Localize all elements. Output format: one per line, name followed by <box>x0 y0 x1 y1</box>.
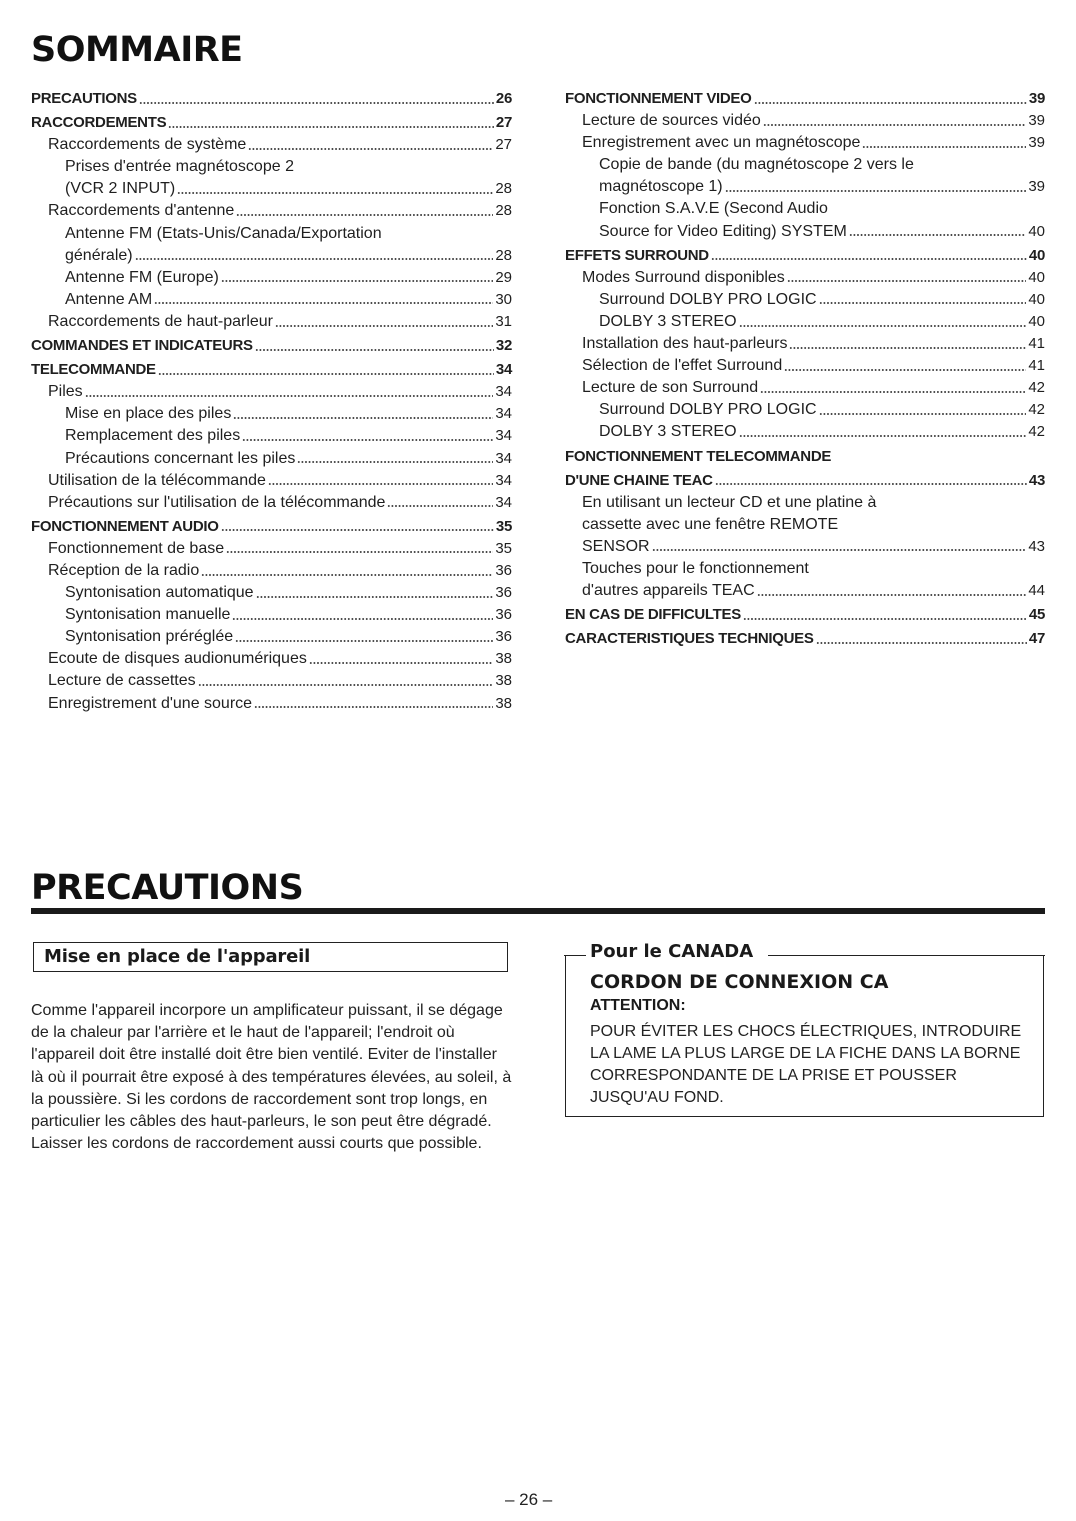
toc-leader-dots <box>760 389 1026 394</box>
toc-entry: FONCTIONNEMENT TELECOMMANDE <box>565 447 832 465</box>
toc-leader-dots <box>715 482 1027 487</box>
toc-entry-label: Syntonisation automatique <box>65 584 254 602</box>
toc-entry-label: d'autres appareils TEAC <box>582 582 755 600</box>
toc-page-number: 40 <box>1028 268 1045 286</box>
toc-leader-dots <box>754 100 1027 105</box>
toc-entry <box>565 110 1045 132</box>
toc-entry-label: Précautions concernant les piles <box>65 449 296 467</box>
toc-leader-dots <box>711 257 1027 262</box>
page-title: SOMMAIRE <box>31 30 243 70</box>
toc-page-number: 42 <box>1028 379 1045 397</box>
toc-entry-label: TELECOMMANDE <box>31 361 156 379</box>
toc-entry-label: Ecoute de disques audionumériques <box>48 650 307 668</box>
toc-entry: Fonction S.A.V.E (Second Audio <box>599 200 828 218</box>
toc-page-number: 42 <box>1028 423 1045 441</box>
section-title: PRECAUTIONS <box>31 868 304 908</box>
toc-entry <box>31 335 512 357</box>
toc-leader-dots <box>725 188 1027 193</box>
toc-entry-label: D'UNE CHAINE TEAC <box>565 471 713 489</box>
toc-page-number: 28 <box>495 246 512 264</box>
toc-leader-dots <box>198 683 494 688</box>
toc-leader-dots <box>387 504 493 509</box>
toc-leader-dots <box>254 705 493 710</box>
toc-entry <box>31 516 512 538</box>
toc-leader-dots <box>201 572 493 577</box>
toc-page-number: 39 <box>1028 178 1045 196</box>
toc-entry <box>31 425 512 447</box>
toc-entry-label: Réception de la radio <box>48 561 200 579</box>
toc-page-number: 34 <box>495 427 512 445</box>
toc-page-number: 38 <box>495 650 512 668</box>
toc-entry-label: EN CAS DE DIFFICULTES <box>565 606 741 624</box>
toc-entry-label: Enregistrement avec un magnétoscope <box>582 134 861 152</box>
toc-page-number: 41 <box>1028 357 1045 375</box>
toc-entry <box>31 470 512 492</box>
canada-warning-text: POUR ÉVITER LES CHOCS ÉLECTRIQUES, INTRODUIRE LA LAME LA PLUS LARGE DE LA FICHE DANS LA BORNE CORRESPONDANTE DE LA PRISE ET POUSSER JUSQU'AU FOND. <box>590 1023 1022 1106</box>
toc-page-number: 39 <box>1028 112 1045 130</box>
toc-leader-dots <box>739 323 1027 328</box>
toc-page-number: 32 <box>495 337 512 355</box>
toc-leader-dots <box>256 594 494 599</box>
toc-entry <box>565 132 1045 154</box>
toc-page-number: 36 <box>495 606 512 624</box>
toc-entry-label: Utilisation de la télécommande <box>48 471 266 489</box>
toc-leader-dots <box>221 279 493 284</box>
toc-leader-dots <box>154 301 493 306</box>
toc-entry <box>565 289 1045 311</box>
toc-page-number: 29 <box>495 268 512 286</box>
toc-page-number: 40 <box>1028 290 1045 308</box>
toc-leader-dots <box>268 482 493 487</box>
toc-page-number: 43 <box>1028 537 1045 555</box>
toc-entry <box>31 492 512 514</box>
toc-page-number: 35 <box>495 539 512 557</box>
section-rule <box>31 908 1045 914</box>
toc-leader-dots <box>255 347 494 352</box>
toc-leader-dots <box>235 638 493 643</box>
toc-entry-label: Piles <box>48 383 83 401</box>
toc-leader-dots <box>784 367 1026 372</box>
mise-body-text: Comme l'appareil incorpore un amplificateur puissant, il se dégage de la chaleur par l'arrière et le haut de l'appareil; l'endroit où l'appareil doit être installé doit être bien ventilé. Eviter de l'installer là où il pourrait être exposé à des températures élevées, au soleil, à la poussière. Si les cordons de raccordement sont trop longs, en particulier les câbles des haut-parleurs, le son peut être dégradé. Laisser les cordons de raccordement aussi courts que possible. <box>31 1002 512 1153</box>
toc-page-number: 34 <box>495 493 512 511</box>
toc-leader-dots <box>221 528 494 533</box>
toc-entry <box>565 377 1045 399</box>
toc-page-number: 36 <box>495 561 512 579</box>
toc-entry-label: Lecture de son Surround <box>582 379 759 397</box>
toc-entry-label: EFFETS SURROUND <box>565 246 709 264</box>
toc-leader-dots <box>232 616 493 621</box>
toc-page-number: 45 <box>1028 606 1045 624</box>
mise-heading: Mise en place de l'appareil <box>44 946 311 967</box>
toc-page-number: 34 <box>495 449 512 467</box>
toc-page-number: 39 <box>1028 90 1045 107</box>
toc-page-number: 36 <box>495 628 512 646</box>
toc-entry-label: Raccordements d'antenne <box>48 202 235 220</box>
toc-page-number: 28 <box>495 202 512 220</box>
toc-leader-dots <box>135 257 494 262</box>
toc-entry-label: Raccordements de système <box>48 136 247 154</box>
toc-page-number: 40 <box>1028 222 1045 240</box>
toc-entry <box>565 470 1045 492</box>
toc-entry-label: (VCR 2 INPUT) <box>65 180 176 198</box>
toc-entry-label: COMMANDES ET INDICATEURS <box>31 337 253 355</box>
toc-entry <box>31 88 512 110</box>
toc-entry <box>31 289 512 311</box>
toc-page-number: 44 <box>1028 582 1045 600</box>
toc-page-number: 28 <box>495 180 512 198</box>
toc-entry-label: Raccordements de haut-parleur <box>48 312 274 330</box>
toc-entry <box>31 560 512 582</box>
toc-leader-dots <box>177 190 493 195</box>
toc-entry <box>31 178 512 200</box>
toc-entry-label: Sélection de l'effet Surround <box>582 357 783 375</box>
toc-entry <box>31 538 512 560</box>
toc-entry <box>31 267 512 289</box>
toc-page-number: 31 <box>495 312 512 330</box>
toc-right-column <box>565 88 1045 650</box>
toc-entry <box>565 311 1045 333</box>
toc-leader-dots <box>233 415 493 420</box>
toc-leader-dots <box>763 122 1027 127</box>
mise-heading-box <box>33 942 508 972</box>
toc-entry-label: Mise en place des piles <box>65 405 232 423</box>
toc-page-number: 42 <box>1028 401 1045 419</box>
toc-entry-label: générale) <box>65 246 133 264</box>
toc-entry-label: RACCORDEMENTS <box>31 114 167 132</box>
toc-page-number: 40 <box>1028 246 1045 264</box>
toc-entry-label: Syntonisation préréglée <box>65 628 234 646</box>
toc-leader-dots <box>743 616 1027 621</box>
toc-entry-label: Précautions sur l'utilisation de la télécommande <box>48 493 386 511</box>
toc-entry <box>565 221 1045 243</box>
toc-entry-label: magnétoscope 1) <box>599 178 723 196</box>
toc-leader-dots <box>158 371 494 376</box>
toc-page-number: 34 <box>495 405 512 423</box>
toc-page-number: 35 <box>495 517 512 535</box>
toc-entry <box>565 580 1045 602</box>
toc-entry <box>31 626 512 648</box>
toc-entry <box>565 604 1045 626</box>
toc-entry-label: Lecture de sources vidéo <box>582 112 761 130</box>
toc-entry <box>31 670 512 692</box>
toc-page-number: 47 <box>1028 630 1045 648</box>
toc-entry-label: Syntonisation manuelle <box>65 606 231 624</box>
canada-subheading: CORDON DE CONNEXION CA <box>590 971 889 993</box>
toc-entry-label: DOLBY 3 STEREO <box>599 423 737 441</box>
toc-entry <box>31 604 512 626</box>
toc-entry <box>31 403 512 425</box>
toc-page-number: 43 <box>1028 471 1045 489</box>
toc-leader-dots <box>862 144 1026 149</box>
page-number: – 26 – <box>505 1490 553 1509</box>
toc-page-number: 38 <box>495 672 512 690</box>
toc-entry-label: FONCTIONNEMENT AUDIO <box>31 517 219 535</box>
toc-page-number: 36 <box>495 584 512 602</box>
box-border-top-left <box>564 955 586 956</box>
toc-entry <box>31 381 512 403</box>
toc-leader-dots <box>85 393 494 398</box>
toc-leader-dots <box>819 411 1027 416</box>
toc-page-number: 39 <box>1028 134 1045 152</box>
toc-entry <box>31 582 512 604</box>
toc-entry <box>565 267 1045 289</box>
toc-leader-dots <box>787 279 1027 284</box>
toc-entry <box>565 628 1045 650</box>
toc-leader-dots <box>275 323 493 328</box>
toc-leader-dots <box>236 213 493 218</box>
toc-entry-label: Lecture de cassettes <box>48 672 196 690</box>
toc-page-number: 30 <box>495 290 512 308</box>
toc-leader-dots <box>757 592 1027 597</box>
toc-entry: En utilisant un lecteur CD et une platine à <box>582 493 877 511</box>
toc-leader-dots <box>849 233 1026 238</box>
toc-page-number: 34 <box>495 471 512 489</box>
toc-entry: cassette avec une fenêtre REMOTE <box>582 515 839 533</box>
toc-entry <box>565 421 1045 443</box>
toc-entry-label: DOLBY 3 STEREO <box>599 312 737 330</box>
toc-leader-dots <box>248 146 493 151</box>
toc-entry <box>565 176 1045 198</box>
box-border-top-right <box>768 955 1045 956</box>
toc-entry-label: Fonctionnement de base <box>48 539 225 557</box>
toc-page-number: 34 <box>495 383 512 401</box>
toc-page-number: 26 <box>495 90 512 107</box>
toc-leader-dots <box>168 124 494 129</box>
toc-entry-label: Enregistrement d'une source <box>48 694 253 712</box>
toc-entry-label: Surround DOLBY PRO LOGIC <box>599 401 817 419</box>
toc-entry-label: Antenne AM <box>65 290 153 308</box>
toc-leader-dots <box>739 434 1027 439</box>
toc-entry-label: Remplacement des piles <box>65 427 241 445</box>
toc-entry <box>31 245 512 267</box>
toc-entry-label: Antenne FM (Europe) <box>65 268 219 286</box>
toc-entry <box>31 448 512 470</box>
toc-entry-label: SENSOR <box>582 537 650 555</box>
toc-page-number: 41 <box>1028 335 1045 353</box>
toc-entry <box>565 355 1045 377</box>
toc-entry-label: Source for Video Editing) SYSTEM <box>599 222 847 240</box>
toc-leader-dots <box>297 460 493 465</box>
toc-entry-label: FONCTIONNEMENT VIDEO <box>565 90 752 107</box>
toc-leader-dots <box>242 438 493 443</box>
toc-entry: Prises d'entrée magnétoscope 2 <box>65 158 294 176</box>
toc-leader-dots <box>652 548 1027 553</box>
toc-entry-label: Installation des haut-parleurs <box>582 335 788 353</box>
canada-legend: Pour le CANADA <box>590 941 754 962</box>
toc-entry <box>31 359 512 381</box>
toc-entry <box>31 112 512 134</box>
toc-leader-dots <box>309 660 493 665</box>
toc-entry-label: Modes Surround disponibles <box>582 268 785 286</box>
toc-entry <box>31 648 512 670</box>
toc-entry <box>565 88 1045 110</box>
toc-left-column <box>31 88 512 715</box>
toc-leader-dots <box>816 640 1027 645</box>
toc-entry <box>565 536 1045 558</box>
toc-entry <box>565 399 1045 421</box>
toc-page-number: 38 <box>495 694 512 712</box>
toc-entry-label: CARACTERISTIQUES TECHNIQUES <box>565 630 814 648</box>
toc-entry <box>31 200 512 222</box>
toc-entry <box>31 311 512 333</box>
toc-entry-label: PRECAUTIONS <box>31 90 137 107</box>
toc-entry: Touches pour le fonctionnement <box>582 559 809 577</box>
toc-leader-dots <box>819 301 1027 306</box>
canada-attention-label: ATTENTION: <box>590 997 686 1014</box>
toc-entry <box>565 245 1045 267</box>
toc-entry-label: Surround DOLBY PRO LOGIC <box>599 290 817 308</box>
toc-entry <box>565 333 1045 355</box>
toc-entry: Copie de bande (du magnétoscope 2 vers le <box>599 156 914 174</box>
toc-page-number: 27 <box>495 114 512 132</box>
toc-entry <box>31 693 512 715</box>
toc-page-number: 27 <box>495 136 512 154</box>
toc-entry <box>31 134 512 156</box>
toc-entry: Antenne FM (Etats-Unis/Canada/Exportation <box>65 224 382 242</box>
toc-leader-dots <box>226 550 493 555</box>
toc-page-number: 34 <box>495 361 512 379</box>
toc-leader-dots <box>789 345 1026 350</box>
toc-page-number: 40 <box>1028 312 1045 330</box>
toc-leader-dots <box>139 100 494 105</box>
